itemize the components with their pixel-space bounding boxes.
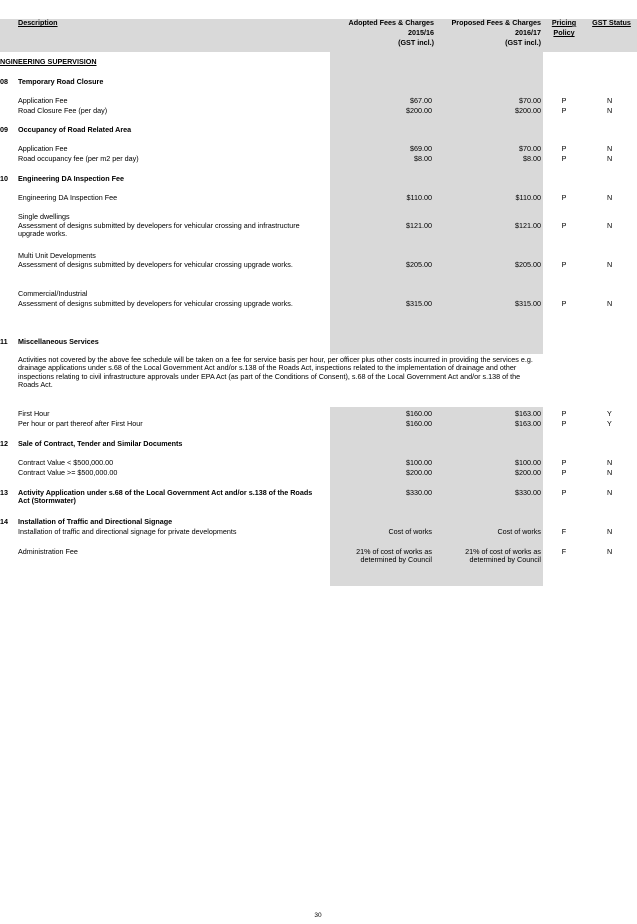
fee-description: Contract Value < $500,000.00 [18, 458, 114, 467]
fee-gst: N [607, 527, 613, 536]
item-title: Installation of Traffic and Directional Signage [18, 517, 173, 526]
fee-adopted: $200.00 [406, 468, 432, 477]
item-note: Activities not covered by the above fee schedule will be taken on a fee for service basis per hour, per officer plus other costs incurred in providing the services e.g. drainage applications under s.68 of the Local Government Act and/or s.138 of the Roads Act, inspections related to the implementation of drainage and other inspections relating to civil infrastructure approvals under EPA Act (as part of the Conditions of Consent), s.68 of the Local Government Act and/or s.138 of the Roads Act. [18, 355, 533, 390]
fee-pricing: P [561, 144, 567, 153]
item-number: 10 [0, 174, 8, 183]
fee-proposed: $315.00 [515, 299, 541, 308]
fee-description: Road Closure Fee (per day) [18, 106, 108, 115]
item-title: Occupancy of Road Related Area [18, 125, 132, 134]
header-band [0, 19, 637, 52]
fee-pricing: P [561, 106, 567, 115]
col-adopted-1: Adopted Fees & Charges [348, 18, 434, 27]
fee-adopted: 21% of cost of works as determined by Council [356, 547, 432, 565]
fee-adopted: $67.00 [410, 96, 432, 105]
item-number: 08 [0, 77, 8, 86]
fee-description: Per hour or part thereof after First Hour [18, 419, 143, 428]
fee-proposed: $205.00 [515, 260, 541, 269]
col-proposed-2: 2016/17 [515, 28, 541, 37]
fee-gst: N [607, 96, 613, 105]
fee-proposed: $200.00 [515, 106, 541, 115]
item-number: 12 [0, 439, 8, 448]
item-title: Engineering DA Inspection Fee [18, 174, 124, 183]
fee-proposed: $70.00 [519, 144, 541, 153]
fee-adopted: $330.00 [406, 488, 432, 497]
col-proposed-3: (GST incl.) [505, 38, 541, 47]
fee-description: Administration Fee [18, 547, 78, 556]
item-title: Sale of Contract, Tender and Similar Documents [18, 439, 183, 448]
fee-gst: N [607, 299, 613, 308]
col-proposed-1: Proposed Fees & Charges [451, 18, 541, 27]
page-number: 30 [314, 912, 322, 919]
fee-pricing: P [561, 221, 567, 230]
col-pricing-1: Pricing [551, 18, 577, 27]
fee-description: Application Fee [18, 96, 68, 105]
fee-proposed: $163.00 [515, 419, 541, 428]
fee-adopted: $160.00 [406, 419, 432, 428]
fee-gst: N [607, 488, 613, 497]
fee-proposed: 21% of cost of works as determined by Council [465, 547, 541, 565]
col-description: Description [18, 18, 58, 27]
fee-proposed: $121.00 [515, 221, 541, 230]
fee-pricing: P [561, 299, 567, 308]
fee-proposed: $8.00 [523, 154, 541, 163]
fee-gst: N [607, 154, 613, 163]
fee-pricing: P [561, 488, 567, 497]
fee-gst: Y [607, 419, 612, 428]
fee-adopted: $110.00 [406, 193, 432, 202]
fee-adopted: $160.00 [406, 409, 432, 418]
col-gst: GST Status [592, 18, 631, 27]
fee-adopted: $69.00 [410, 144, 432, 153]
fee-description: Assessment of designs submitted by developers for vehicular crossing and infrastructure upgrade works. [18, 221, 300, 239]
fee-description: Road occupancy fee (per m2 per day) [18, 154, 139, 163]
fee-subheading: Multi Unit Developments [18, 251, 96, 260]
fee-gst: N [607, 221, 613, 230]
fee-description: Application Fee [18, 144, 68, 153]
fee-description: Contract Value >= $500,000.00 [18, 468, 118, 477]
fee-proposed: $163.00 [515, 409, 541, 418]
fee-pricing: P [561, 154, 567, 163]
fee-pricing: P [561, 193, 567, 202]
fee-gst: N [607, 144, 613, 153]
item-title: Miscellaneous Services [18, 337, 99, 346]
fee-proposed: Cost of works [497, 527, 541, 536]
fee-subheading: Single dwellings [18, 212, 70, 221]
item-title: Temporary Road Closure [18, 77, 104, 86]
fee-proposed: $330.00 [515, 488, 541, 497]
fee-adopted: $315.00 [406, 299, 432, 308]
fee-pricing: P [561, 260, 567, 269]
fee-proposed: $100.00 [515, 458, 541, 467]
fee-gst: N [607, 260, 613, 269]
fee-gst: N [607, 106, 613, 115]
col-adopted-2: 2015/16 [408, 28, 434, 37]
fee-proposed: $200.00 [515, 468, 541, 477]
item-number: 09 [0, 125, 8, 134]
fee-adopted: Cost of works [388, 527, 432, 536]
fee-description: Engineering DA Inspection Fee [18, 193, 118, 202]
fee-proposed: $110.00 [515, 193, 541, 202]
fee-pricing: P [561, 468, 567, 477]
fee-gst: Y [607, 409, 612, 418]
item-number: 14 [0, 517, 8, 526]
fee-adopted: $200.00 [406, 106, 432, 115]
col-pricing-2: Policy [553, 28, 575, 37]
fee-description: Installation of traffic and directional signage for private developments [18, 527, 237, 536]
item-title: Activity Application under s.68 of the Local Government Act and/or s.138 of the Roads Act (Stormwater) [18, 488, 313, 506]
fee-pricing: P [561, 419, 567, 428]
fee-adopted: $100.00 [406, 458, 432, 467]
section-title: NGINEERING SUPERVISION [0, 57, 97, 66]
fee-adopted: $8.00 [414, 154, 432, 163]
fee-pricing: P [561, 409, 567, 418]
fee-gst: N [607, 193, 613, 202]
fee-description: Assessment of designs submitted by developers for vehicular crossing upgrade works. [18, 260, 293, 269]
fee-subheading: Commercial/Industrial [18, 289, 88, 298]
fee-description: Assessment of designs submitted by developers for vehicular crossing upgrade works. [18, 299, 293, 308]
fee-adopted: $205.00 [406, 260, 432, 269]
fee-gst: N [607, 547, 613, 556]
fee-pricing: F [561, 547, 567, 556]
item-number: 11 [0, 337, 8, 346]
fee-proposed: $70.00 [519, 96, 541, 105]
fee-pricing: F [561, 527, 567, 536]
fee-pricing: P [561, 458, 567, 467]
fee-adopted: $121.00 [406, 221, 432, 230]
fee-gst: N [607, 458, 613, 467]
item-number: 13 [0, 488, 8, 497]
col-adopted-3: (GST incl.) [398, 38, 434, 47]
fee-pricing: P [561, 96, 567, 105]
fee-description: First Hour [18, 409, 50, 418]
fee-gst: N [607, 468, 613, 477]
